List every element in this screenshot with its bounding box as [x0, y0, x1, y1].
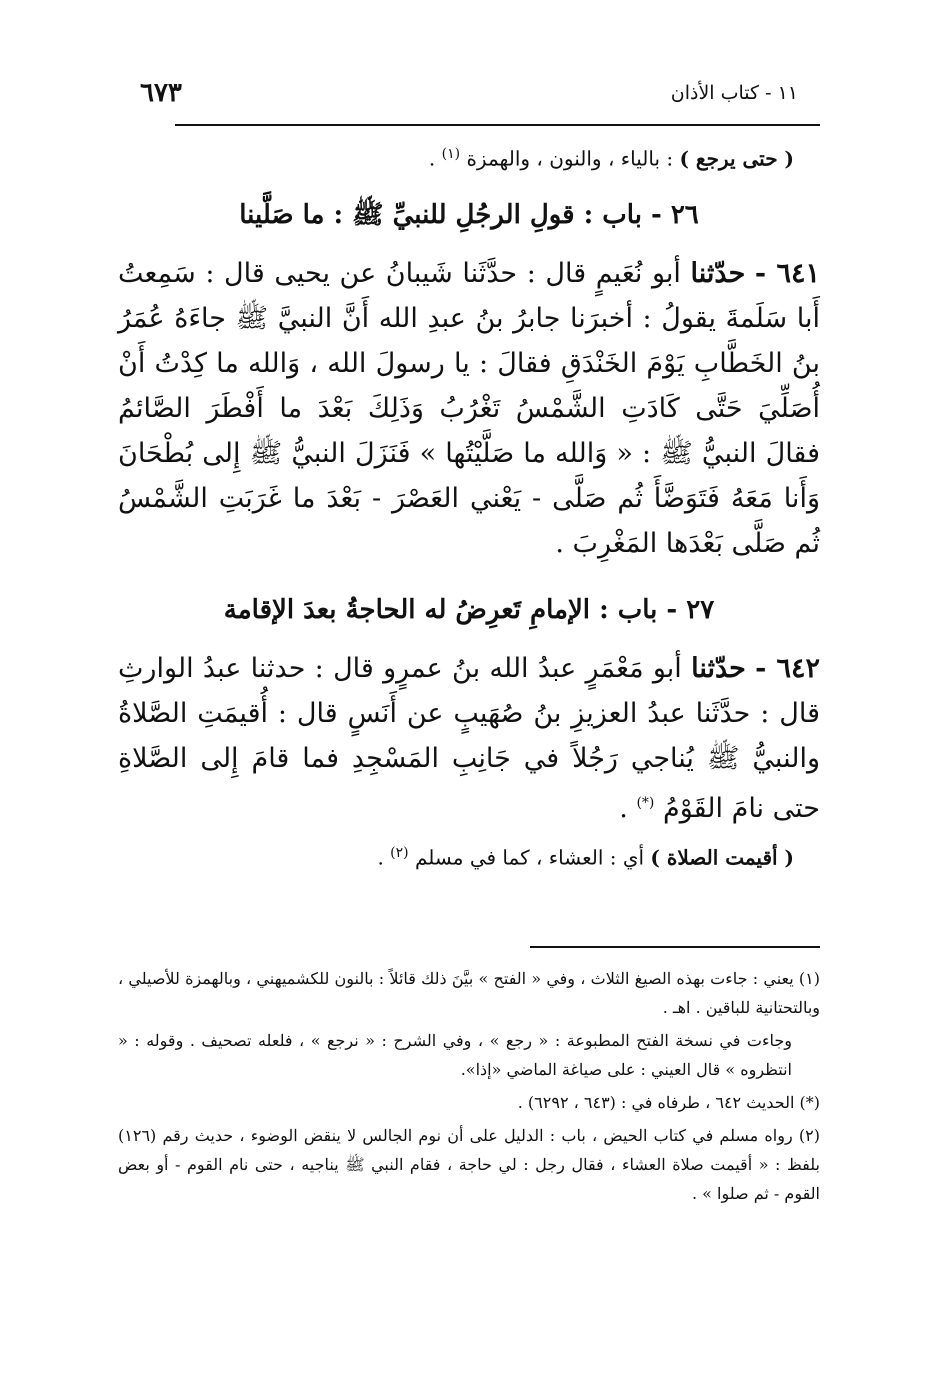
running-head: [140, 78, 798, 118]
hadith-642: [118, 646, 820, 831]
hadith-number: ٦٤٢ -: [755, 652, 821, 684]
page-number: ٦٧٣: [140, 78, 182, 108]
note-text: : بالياء ، والنون ، والهمزة: [460, 146, 680, 171]
hadith-lead: حدّثنا: [690, 257, 746, 289]
explanatory-note-iqama: [118, 833, 820, 878]
note-end: .: [377, 845, 391, 870]
hadith-text: أبو نُعَيمٍ قال : حدَّثَنا شَيبانُ عن يحيى قال : سَمِعتُ أَبا سَلَمةَ يقولُ : أخبرَنا جابرُ بنُ عبدِ الله أَنَّ النبيَّ ﷺ جاءَهُ عُمَرُ بنُ الخَطَّابِ يَوْمَ الخَنْدَقِ فقالَ : يا رسولَ الله ، وَالله ما كِدْتُ أَنْ أُصَلِّيَ حَتَّى كَادَتِ الشَّمْسُ تَغْرُبُ وَذَلِكَ بَعْدَ ما أَفْطَرَ الصَّائمُ فقالَ النبيُّ ﷺ : « وَالله ما صَلَّيْتُها » فَنَزَلَ النبيُّ ﷺ إِلى بُطْحَانَ وَأَنا مَعَهُ فَتَوَضَّأَ ثُم صَلَّى - يَعْني العَصْرَ - بَعْدَ ما غَرَبَتِ الشَّمْسُ ثُم صَلَّى بَعْدَها المَغْرِبَ .: [118, 257, 820, 559]
footnote-ref-2[interactable]: (٢): [390, 844, 409, 861]
footnote-2: (٢) رواه مسلم في كتاب الحيض ، باب : الدليل على أن نوم الجالس لا ينقض الوضوء ، حديث رقم (١٢٦) بلفظ : « أقيمت صلاة العشاء ، فقال رجل : لي حاجة ، فقام النبي ﷺ يناجيه ، حتى نام القوم - أو بعض القوم - ثم صلوا » .: [118, 1126, 820, 1203]
footnote-star: (*) الحديث ٦٤٢ ، طرفاه في : (٦٤٣ ، ٦٢٩٢) .: [517, 1093, 820, 1112]
chapter-title: ١١ - كتاب الأذان: [670, 82, 798, 104]
note-term: ( أقيمت الصلاة ): [650, 845, 794, 870]
chapter-heading-27: ٢٧ - باب : الإمامِ تَعرِضُ له الحاجةُ بعدَ الإقامة: [223, 594, 715, 625]
footnote-ref-1[interactable]: (١): [441, 146, 461, 162]
hadith-number: ٦٤١ -: [754, 257, 820, 289]
hadith-641: [118, 251, 820, 566]
note-term: ( حتى يرجع ): [679, 146, 794, 171]
footnotes: [118, 964, 820, 1212]
footnote-rule: [530, 946, 820, 948]
footnote-1: (١) يعني : جاءت بهذه الصيغ الثلاث ، وفي « الفتح » بيَّنَ ذلك قائلاً : بالنون للكشميهني ، وبالهمزة للأصيلي ، وبالتحتانية للباقين . اهـ .: [118, 969, 820, 1017]
footnote-ref-star[interactable]: (*): [636, 794, 655, 811]
chapter-heading-26: ٢٦ - باب : قولِ الرجُلِ للنبيِّ ﷺ : ما صَلَّينا: [239, 199, 699, 230]
main-text: [118, 134, 820, 877]
note-end: .: [428, 146, 442, 171]
explanatory-note-yarji: [118, 134, 820, 179]
note-text: أي : العشاء ، كما في مسلم: [408, 845, 651, 870]
header-rule: [175, 124, 820, 126]
hadith-end: .: [619, 792, 637, 824]
hadith-lead: حدّثنا: [691, 652, 746, 684]
hadith-text: أبو مَعْمَرٍ عبدُ الله بنُ عمرٍو قال : حدثنا عبدُ الوارثِ قال : حدَّثَنا عبدُ العزيزِ بنُ صُهَيبٍ عن أَنَسٍ قال : أُقيمَتِ الصَّلاةُ والنبيُّ ﷺ يُناجي رَجُلاً في جَانِبِ المَسْجِدِ فما قامَ إِلى الصَّلاةِ حتى نامَ القَوْمُ: [118, 652, 820, 824]
footnote-1-continuation: وجاءت في نسخة الفتح المطبوعة : « رجع » ، وفي الشرح : « نرجع » ، فلعله تصحيف . وقوله : « انتظروه » قال العيني : على صياغة الماضي «إذا».: [118, 1031, 792, 1079]
